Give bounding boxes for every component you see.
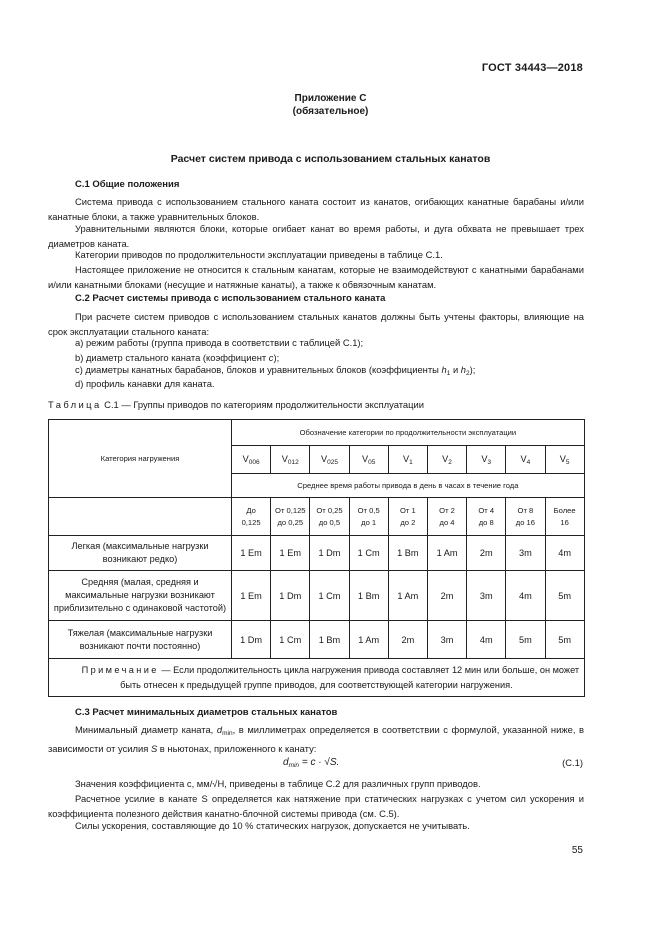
value-cell: 5m	[545, 571, 584, 621]
value-cell: 1 Cm	[310, 571, 349, 621]
list-item-c: с) диаметры канатных барабанов, блоков и уравнительных блоков (коэффициенты $h_1$ и $h_2$);	[75, 364, 476, 377]
section-c1-paragraph-2: Уравнительными являются блоки, которые огибает канат во время работы, и дуга обхвата не превышает трех диаметров каната.	[48, 223, 584, 249]
value-cell: 1 Am	[427, 536, 466, 571]
class-cell: $V_{006}$	[232, 446, 271, 474]
page-number: 55	[571, 845, 583, 856]
table-row	[49, 571, 585, 621]
section-c1-paragraph-1: Система привода с использованием стального каната состоит из канатов, огибающих канатные барабаны и/или канатные блоки, а также уравнительных блоков.	[48, 196, 584, 222]
value-cell: 3m	[506, 536, 545, 571]
value-cell: 4m	[506, 571, 545, 621]
value-cell: 1 Bm	[310, 621, 349, 659]
table-caption: Таблица С.1 — Группы приводов по категориям продолжительности эксплуатации	[48, 399, 424, 410]
value-cell: 1 Bm	[388, 536, 427, 571]
class-cell: $V_{025}$	[310, 446, 349, 474]
value-cell: 5m	[545, 621, 584, 659]
class-cell: $V_4$	[506, 446, 545, 474]
class-cell: $V_{05}$	[349, 446, 388, 474]
value-cell: 1 Em	[271, 536, 310, 571]
value-cell: 2m	[388, 621, 427, 659]
range-cell: От 0,125 до 0,25	[271, 498, 310, 536]
range-cell: До 0,125	[232, 498, 271, 536]
list-item-b: b) диаметр стального каната (коэффициент c);	[75, 352, 280, 363]
value-cell: 3m	[467, 571, 506, 621]
value-cell: 1 Am	[388, 571, 427, 621]
value-cell: 1 Em	[232, 536, 271, 571]
value-cell: 4m	[467, 621, 506, 659]
category-cell: Легкая (максимальные нагрузки возникают редко)	[49, 536, 232, 571]
section-c3-heading: С.3 Расчет минимальных диаметров стальных канатов	[75, 707, 338, 718]
section-c1-paragraph-4: Настоящее приложение не относится к стальным канатам, которые не взаимодействуют с канатными барабанами и/или канатными блоками (несущие и натяжные канаты), а также к обвязочным канатам.	[48, 264, 584, 290]
value-cell: 1 Am	[349, 621, 388, 659]
class-cell: $V_5$	[545, 446, 584, 474]
list-item-d: d) профиль канавки для каната.	[75, 378, 215, 389]
empty-cell	[49, 498, 232, 536]
class-cell: $V_{012}$	[271, 446, 310, 474]
value-cell: 2m	[427, 571, 466, 621]
value-cell: 1 Dm	[232, 621, 271, 659]
appendix-type: (обязательное)	[292, 106, 369, 117]
range-cell: От 1 до 2	[388, 498, 427, 536]
section-c2-heading: С.2 Расчет системы привода с использованием стального каната	[75, 293, 386, 304]
table-note: Примечание — Если продолжительность цикла нагружения привода составляет 12 мин или больше, он может быть отнесен к предыдущей группе приводов, для соответствующей категории нагружения.	[49, 659, 585, 697]
value-cell: 5m	[506, 621, 545, 659]
range-cell: От 8 до 16	[506, 498, 545, 536]
value-cell: 1 Dm	[310, 536, 349, 571]
section-c3-paragraph-1: Минимальный диаметр каната, $d_{min}$, в миллиметрах определяется в соответствии с формулой, указанной ниже, в зависимости от усилия S в ньютонах, приложенного к канату:	[48, 724, 584, 754]
appendix-title: Приложение С	[294, 93, 367, 104]
value-cell: 1 Bm	[349, 571, 388, 621]
class-cell: $V_3$	[467, 446, 506, 474]
class-header: Обозначение категории по продолжительности эксплуатации	[232, 420, 585, 446]
range-cell: От 4 до 8	[467, 498, 506, 536]
class-cell: $V_1$	[388, 446, 427, 474]
range-cell: Более 16	[545, 498, 584, 536]
value-cell: 1 Em	[232, 571, 271, 621]
formula-expression: $d_{min} = c \cdot √S$.	[283, 757, 340, 769]
value-cell: 1 Cm	[271, 621, 310, 659]
range-row	[49, 498, 585, 536]
formula-number: (С.1)	[562, 757, 583, 768]
standard-number: ГОСТ 34443—2018	[481, 62, 583, 74]
section-c3-paragraph-4: Силы ускорения, составляющие до 10 % статических нагрузок, допускается не учитывать.	[75, 820, 470, 831]
value-cell: 1 Cm	[349, 536, 388, 571]
drive-groups-table	[48, 419, 585, 697]
range-cell: От 0,5 до 1	[349, 498, 388, 536]
hours-header: Среднее время работы привода в день в часах в течение года	[232, 474, 585, 498]
value-cell: 3m	[427, 621, 466, 659]
section-c2-intro: При расчете систем приводов с использованием стальных канатов должны быть учтены факторы, влияющие на срок эксплуатации стального каната:	[48, 311, 584, 337]
section-c3-paragraph-3: Расчетное усилие в канате S определяется как натяжение при статических нагрузках с учетом сил ускорения и коэффициента полезного действия канатно-блочной системы привода (см. С.5).	[48, 793, 584, 819]
range-cell: От 2 до 4	[427, 498, 466, 536]
table-row	[49, 536, 585, 571]
category-header: Категория нагружения	[49, 420, 232, 498]
list-item-a: а) режим работы (группа привода в соответствии с таблицей С.1);	[75, 337, 364, 348]
category-cell: Средняя (малая, средняя и максимальные нагрузки возникают приблизительно с одинаковой частотой)	[49, 571, 232, 621]
category-cell: Тяжелая (максимальные нагрузки возникают почти постоянно)	[49, 621, 232, 659]
value-cell: 1 Dm	[271, 571, 310, 621]
value-cell: 2m	[467, 536, 506, 571]
main-title: Расчет систем привода с использованием стальных канатов	[170, 153, 491, 165]
value-cell: 4m	[545, 536, 584, 571]
section-c1-paragraph-3: Категории приводов по продолжительности эксплуатации приведены в таблице С.1.	[75, 249, 443, 260]
class-cell: $V_2$	[427, 446, 466, 474]
section-c1-heading: С.1 Общие положения	[75, 179, 180, 190]
table-row	[49, 621, 585, 659]
section-c3-paragraph-2: Значения коэффициента с, мм/√Н, приведены в таблице С.2 для различных групп приводов.	[75, 778, 481, 789]
range-cell: От 0,25 до 0,5	[310, 498, 349, 536]
